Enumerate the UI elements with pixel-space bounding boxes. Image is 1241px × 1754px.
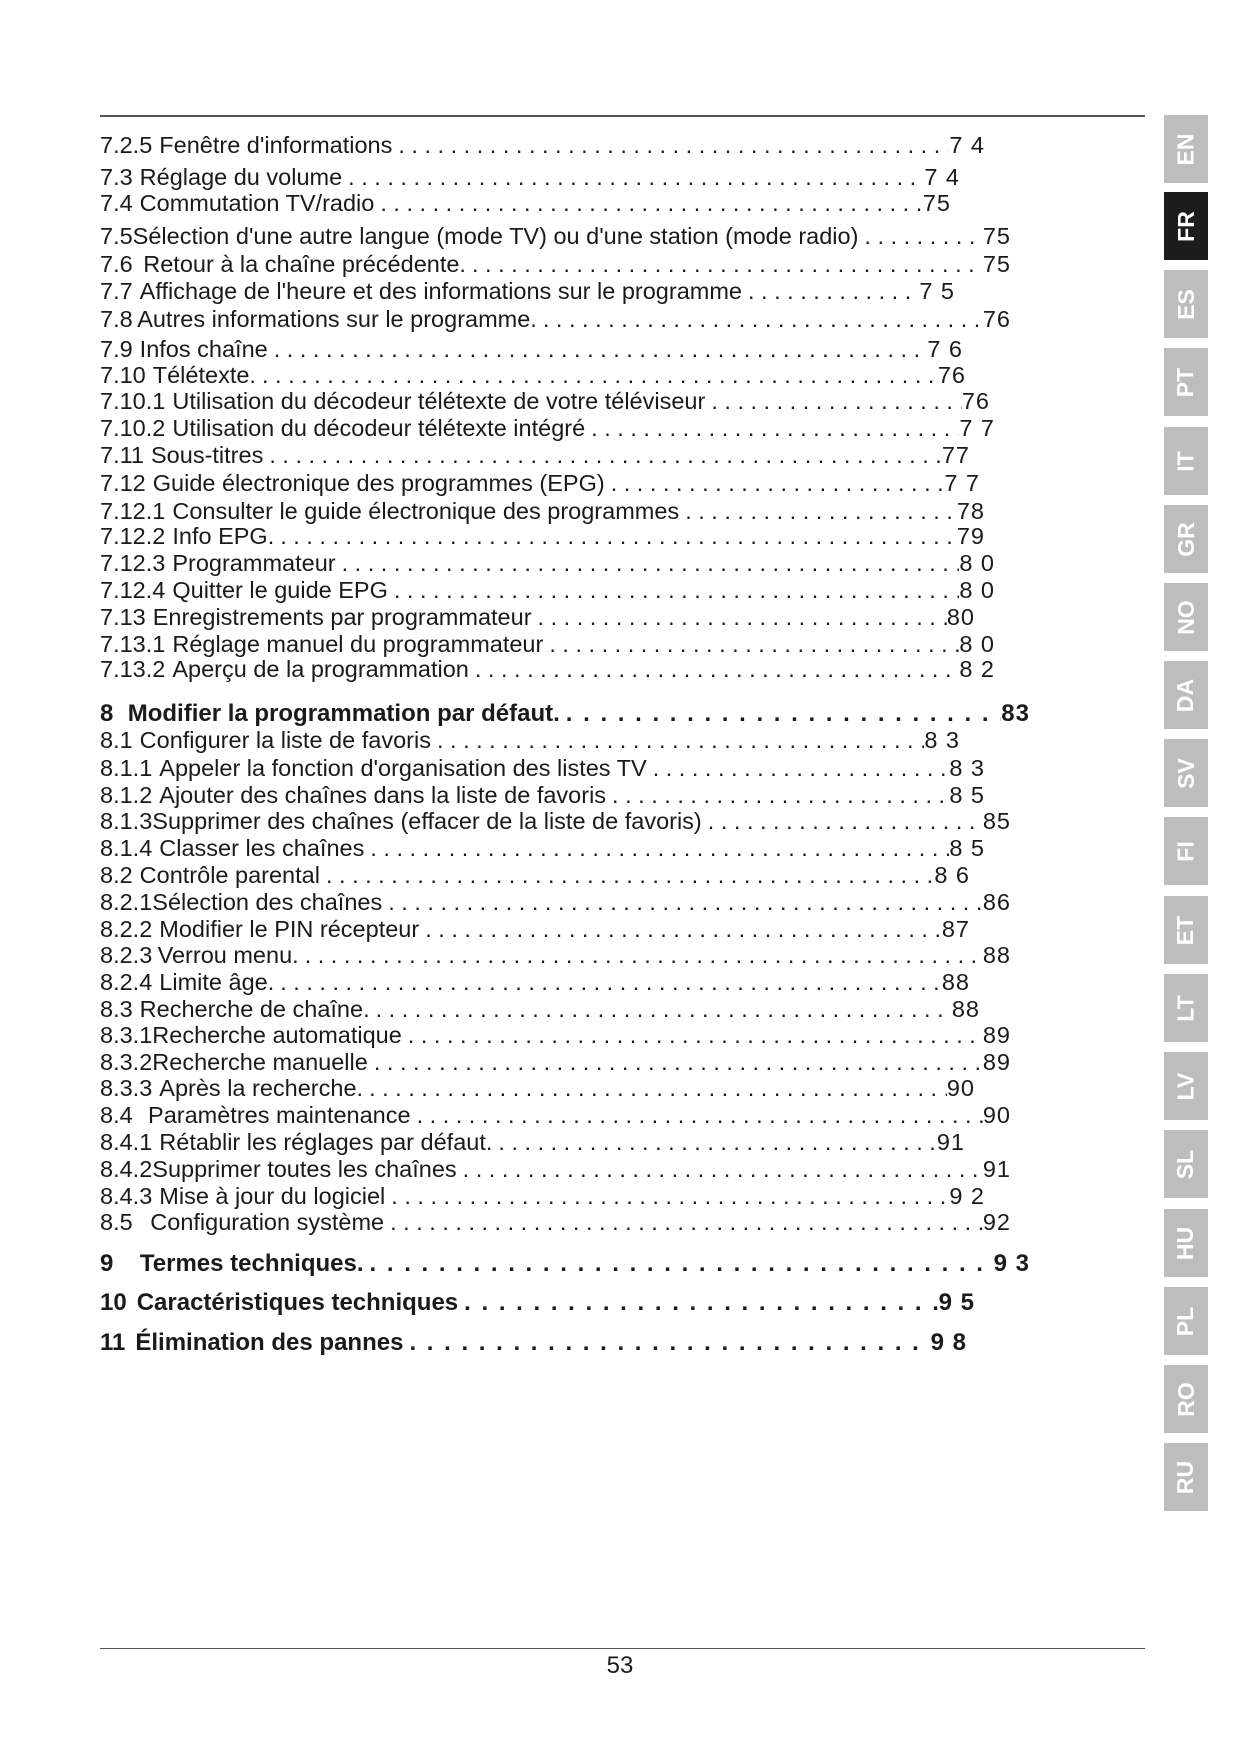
toc-section-number: 8.1: [100, 727, 133, 753]
toc-section-number: 7.12: [100, 470, 146, 496]
toc-dot-leader: [364, 833, 949, 863]
toc-section-title: Fenêtre d'informations: [159, 132, 393, 158]
toc-section-title: Limite âge.: [159, 969, 275, 995]
language-tab-fi: [1164, 817, 1208, 885]
toc-section-number: 7.13: [100, 604, 146, 630]
language-tab-label: LV: [1172, 1072, 1199, 1100]
toc-entry: [100, 940, 1011, 970]
toc-section-number: 7.13.2: [100, 656, 166, 682]
toc-dot-leader: [466, 249, 983, 279]
toc-page-number: 88: [951, 996, 980, 1022]
toc-page-number: 8 0: [959, 631, 995, 657]
toc-dot-leader: [363, 1073, 947, 1103]
toc-page-number: 9 8: [930, 1329, 967, 1356]
language-tab-sl: [1164, 1130, 1208, 1198]
toc-section-title: Affichage de l'heure et des informations sur le programme: [139, 278, 742, 304]
toc-section-title: Retour à la chaîne précédente.: [143, 251, 466, 277]
toc-entry: [100, 521, 985, 551]
toc-page-number: 92: [982, 1209, 1011, 1235]
toc-page-number: 77: [941, 442, 970, 468]
language-tab-no: [1164, 583, 1208, 651]
language-tab-da: [1164, 661, 1208, 729]
toc-dot-leader: [858, 221, 982, 251]
toc-dot-leader: [388, 575, 959, 605]
toc-section-title: Quitter le guide EPG: [172, 577, 388, 603]
toc-entry: [100, 188, 951, 218]
language-tab-label: EN: [1172, 133, 1199, 165]
language-tab-pl: [1164, 1287, 1208, 1355]
toc-page-number: 7 7: [944, 470, 980, 496]
toc-dot-leader: [392, 130, 949, 160]
language-tab-label: GR: [1172, 521, 1199, 557]
toc-entry: [100, 806, 1011, 836]
toc-section-number: 7.6: [100, 251, 133, 277]
toc-section-number: 8.4.1: [100, 1129, 153, 1155]
toc-section-title: Autres informations sur le programme.: [137, 306, 537, 332]
toc-page-number: 89: [982, 1022, 1011, 1048]
toc-section-title: Caractéristiques techniques: [136, 1289, 459, 1316]
toc-section-title: Utilisation du décodeur télétexte de votre téléviseur: [172, 388, 706, 414]
toc-page-number: 8 6: [934, 862, 970, 888]
toc-page-number: 85: [982, 808, 1011, 834]
toc-dot-leader: [274, 521, 957, 551]
toc-dot-leader: [605, 468, 945, 498]
toc-entry: [100, 1154, 1011, 1184]
toc-page-number: 8 3: [924, 727, 960, 753]
toc-dot-leader: [402, 1020, 983, 1050]
toc-page-number: 83: [1001, 700, 1030, 727]
toc-dot-leader: [585, 413, 959, 443]
toc-section-title: Modifier le PIN récepteur: [159, 916, 420, 942]
toc-section-number: 7.10.2: [100, 415, 166, 441]
toc-entry: [100, 130, 985, 160]
toc-section-number: 7.10.1: [100, 388, 166, 414]
toc-section-number: 7.3: [100, 164, 133, 190]
toc-entry: [100, 725, 960, 755]
language-tab-ru: [1164, 1443, 1208, 1511]
toc-entry: [100, 386, 990, 416]
toc-section-number: 10: [100, 1289, 127, 1316]
toc-section-number: 8.3: [100, 996, 133, 1022]
toc-section-title: Supprimer toutes les chaînes: [152, 1156, 457, 1182]
toc-page-number: 80: [946, 604, 975, 630]
language-tab-label: LT: [1172, 994, 1199, 1022]
toc-section-title: Termes techniques.: [139, 1250, 364, 1277]
toc-dot-leader: [411, 1100, 983, 1130]
toc-dot-leader: [364, 1249, 994, 1279]
toc-entry: [100, 654, 995, 684]
toc-section-number: 7.5: [100, 223, 133, 249]
toc-page-number: 9 2: [949, 1183, 985, 1209]
toc-section-number: 7.12.3: [100, 550, 166, 576]
toc-section-title: Paramètres maintenance: [148, 1102, 411, 1128]
toc-dot-leader: [431, 725, 924, 755]
toc-section-number: 8.4.2: [100, 1156, 153, 1182]
toc-page-number: 88: [982, 942, 1011, 968]
toc-section-title: Appeler la fonction d'organisation des listes TV: [159, 755, 647, 781]
toc-entry: [100, 887, 1011, 917]
toc-dot-leader: [320, 860, 934, 890]
toc-page-number: 9 5: [938, 1289, 975, 1316]
toc-section-title: Utilisation du décodeur télétexte intégré: [172, 415, 586, 441]
toc-entry: [100, 1207, 1011, 1237]
toc-section-number: 7.10: [100, 362, 146, 388]
toc-dot-leader: [492, 1127, 936, 1157]
language-tab-label: HU: [1172, 1226, 1199, 1260]
toc-page-number: 8 3: [949, 755, 985, 781]
language-tab-hu: [1164, 1209, 1208, 1277]
language-tab-pt: [1164, 348, 1208, 416]
toc-dot-leader: [457, 1154, 983, 1184]
toc-entry: [100, 1127, 965, 1157]
language-tab-label: PL: [1172, 1306, 1199, 1336]
toc-dot-leader: [647, 753, 950, 783]
language-tab-lt: [1164, 974, 1208, 1042]
toc-section-number: 8.2.3: [100, 942, 153, 968]
toc-section-title: Télétexte.: [152, 362, 256, 388]
toc-section-title: Configurer la liste de favoris: [139, 727, 431, 753]
toc-section-title: Programmateur: [172, 550, 336, 576]
toc-page-number: 78: [956, 498, 985, 524]
toc-page-number: 76: [937, 362, 966, 388]
toc-page-number: 76: [961, 388, 990, 414]
language-tab-et: [1164, 896, 1208, 964]
toc-dot-leader: [382, 887, 983, 917]
toc-section-number: 7.11: [100, 442, 144, 468]
toc-section-title: Infos chaîne: [139, 336, 268, 362]
toc-page-number: 86: [982, 889, 1011, 915]
toc-page-number: 9 3: [993, 1250, 1030, 1277]
toc-entry: [100, 249, 1011, 279]
toc-section-title: Aperçu de la programmation: [172, 656, 469, 682]
toc-page-number: 8 5: [949, 782, 985, 808]
toc-dot-leader: [702, 806, 983, 836]
toc-section-number: 7.2.5: [100, 132, 153, 158]
toc-entry: [100, 860, 970, 890]
toc-section-number: 8: [100, 700, 114, 727]
toc-page-number: 8 0: [959, 550, 995, 576]
toc-section-title: Réglage manuel du programmateur: [172, 631, 544, 657]
toc-section-title: Contrôle parental: [139, 862, 320, 888]
toc-section-title: Sous-titres: [151, 442, 264, 468]
toc-section-title: Rétablir les réglages par défaut.: [159, 1129, 493, 1155]
toc-section-number: 7.7: [100, 278, 133, 304]
toc-dot-leader: [742, 276, 919, 306]
toc-dot-leader: [374, 188, 923, 218]
toc-section-number: 8.3.3: [100, 1075, 153, 1101]
language-tab-sv: [1164, 739, 1208, 807]
toc-section-title: Configuration système: [150, 1209, 385, 1235]
toc-entry: [100, 1073, 975, 1103]
toc-page-number: 8 2: [959, 656, 995, 682]
toc-page-number: 87: [941, 916, 970, 942]
language-tab-label: RO: [1172, 1381, 1199, 1417]
language-tab-label: FI: [1172, 840, 1199, 862]
toc-entry: [100, 1100, 1011, 1130]
toc-section-number: 8.4: [100, 1102, 133, 1128]
toc-dot-leader: [274, 967, 942, 997]
toc-dot-leader: [403, 1328, 930, 1358]
language-tab-gr: [1164, 505, 1208, 573]
language-tab-lv: [1164, 1052, 1208, 1120]
toc-section-title: Mise à jour du logiciel: [159, 1183, 386, 1209]
language-tab-it: [1164, 427, 1208, 495]
toc-page-number: 79: [956, 523, 985, 549]
toc-entry: [100, 967, 970, 997]
toc-page-number: 75: [982, 223, 1011, 249]
toc-section-number: 8.2.1: [100, 889, 153, 915]
toc-entry: [100, 602, 975, 632]
language-tab-ro: [1164, 1365, 1208, 1433]
toc-section-title: Verrou menu.: [157, 942, 299, 968]
toc-dot-leader: [705, 386, 962, 416]
toc-dot-leader: [263, 440, 942, 470]
toc-section-number: 8.4.3: [100, 1183, 153, 1209]
language-tab-label: PT: [1172, 367, 1199, 397]
page-number: 53: [606, 1652, 634, 1679]
toc-section-title: Sélection des chaînes: [152, 889, 383, 915]
toc-dot-leader: [458, 1288, 938, 1318]
toc-section-number: 7.8: [100, 306, 133, 332]
toc-page-number: 7 6: [927, 336, 963, 362]
toc-page-number: 7 4: [924, 164, 960, 190]
toc-section-number: 8.2.2: [100, 916, 153, 942]
toc-section-title: Enregistrements par programmateur: [152, 604, 532, 630]
toc-entry: [100, 1020, 1011, 1050]
toc-entry: [100, 833, 985, 863]
toc-page-number: 75: [922, 190, 951, 216]
toc-entry: [100, 548, 995, 578]
toc-page-number: 7 5: [919, 278, 955, 304]
toc-page-number: 7 4: [949, 132, 985, 158]
toc-page-number: 91: [982, 1156, 1011, 1182]
toc-dot-leader: [336, 548, 960, 578]
toc-dot-leader: [469, 654, 959, 684]
language-tab-es: [1164, 270, 1208, 338]
language-tab-label: ET: [1172, 915, 1199, 945]
toc-section-title: Info EPG.: [172, 523, 275, 549]
toc-page-number: 8 0: [959, 577, 995, 603]
toc-dot-leader: [532, 602, 947, 632]
toc-section-title: Recherche de chaîne.: [139, 996, 370, 1022]
toc-section-number: 9: [100, 1250, 114, 1277]
toc-page-number: 89: [982, 1049, 1011, 1075]
toc-entry: [100, 276, 955, 306]
language-tab-label: SV: [1172, 757, 1199, 789]
toc-section-number: 8.2.4: [100, 969, 153, 995]
toc-page-number: 75: [982, 251, 1011, 277]
toc-section-title: Sélection d'une autre langue (mode TV) ou d'une station (mode radio): [132, 223, 859, 249]
toc-section-title: Ajouter des chaînes dans la liste de favoris: [159, 782, 607, 808]
toc-page-number: 90: [982, 1102, 1011, 1128]
toc-section-number: 8.2: [100, 862, 133, 888]
toc-entry: [100, 221, 1011, 251]
toc-entry: [100, 440, 970, 470]
language-tab-en: [1164, 115, 1208, 183]
toc-section-number: 7.12.2: [100, 523, 166, 549]
toc-section-title: Recherche automatique: [152, 1022, 402, 1048]
toc-section-title: Après la recherche.: [159, 1075, 364, 1101]
toc-section-title: Élimination des pannes: [135, 1329, 404, 1356]
toc-section-number: 8.3.1: [100, 1022, 153, 1048]
language-tab-label: RU: [1172, 1460, 1199, 1494]
toc-section-number: 7.9: [100, 336, 133, 362]
toc-section-title: Classer les chaînes: [159, 835, 365, 861]
language-tab-fr: [1164, 192, 1208, 260]
toc-dot-leader: [384, 1207, 983, 1237]
toc-entry: [100, 468, 980, 498]
language-tab-label: ES: [1172, 288, 1199, 320]
toc-page-number: 7 7: [959, 415, 995, 441]
toc-section-title: Guide électronique des programmes (EPG): [152, 470, 605, 496]
toc-entry: [100, 575, 995, 605]
toc-entry: [100, 1328, 967, 1358]
toc-entry: [100, 304, 1011, 334]
toc-entry: [100, 1288, 975, 1318]
toc-section-title: Réglage du volume: [139, 164, 343, 190]
toc-page-number: 91: [936, 1129, 965, 1155]
toc-page-number: 76: [982, 306, 1011, 332]
toc-section-title: Commutation TV/radio: [139, 190, 375, 216]
toc-section-title: Consulter le guide électronique des programmes: [172, 498, 680, 524]
toc-section-number: 7.12.4: [100, 577, 166, 603]
toc-entry: [100, 1249, 1030, 1279]
toc-page-number: 88: [941, 969, 970, 995]
toc-section-number: 8.5: [100, 1209, 133, 1235]
toc-section-number: 8.3.2: [100, 1049, 153, 1075]
toc-dot-leader: [299, 940, 983, 970]
toc-section-number: 7.12.1: [100, 498, 166, 524]
toc-entry: [100, 413, 995, 443]
toc-section-number: 8.1.1: [100, 755, 153, 781]
language-tab-label: DA: [1172, 678, 1199, 712]
toc-entry: [100, 753, 985, 783]
top-rule: [100, 115, 1145, 117]
toc-page-number: 90: [946, 1075, 975, 1101]
toc-section-title: Recherche manuelle: [152, 1049, 368, 1075]
toc-page-number: 8 5: [949, 835, 985, 861]
toc-section-number: 8.1.4: [100, 835, 153, 861]
toc-dot-leader: [537, 304, 983, 334]
toc-section-title: Supprimer des chaînes (effacer de la liste de favoris): [152, 808, 702, 834]
toc-section-number: 11: [100, 1329, 126, 1356]
toc-section-number: 8.1.2: [100, 782, 153, 808]
language-tab-label: FR: [1172, 210, 1199, 242]
language-tab-label: SL: [1172, 1149, 1199, 1179]
language-tab-label: IT: [1172, 450, 1199, 472]
toc-section-number: 7.13.1: [100, 631, 166, 657]
toc-section-number: 7.4: [100, 190, 133, 216]
toc-section-number: 8.1.3: [100, 808, 153, 834]
language-tab-label: NO: [1172, 599, 1199, 635]
toc-section-title: Modifier la programmation par défaut.: [127, 700, 560, 727]
